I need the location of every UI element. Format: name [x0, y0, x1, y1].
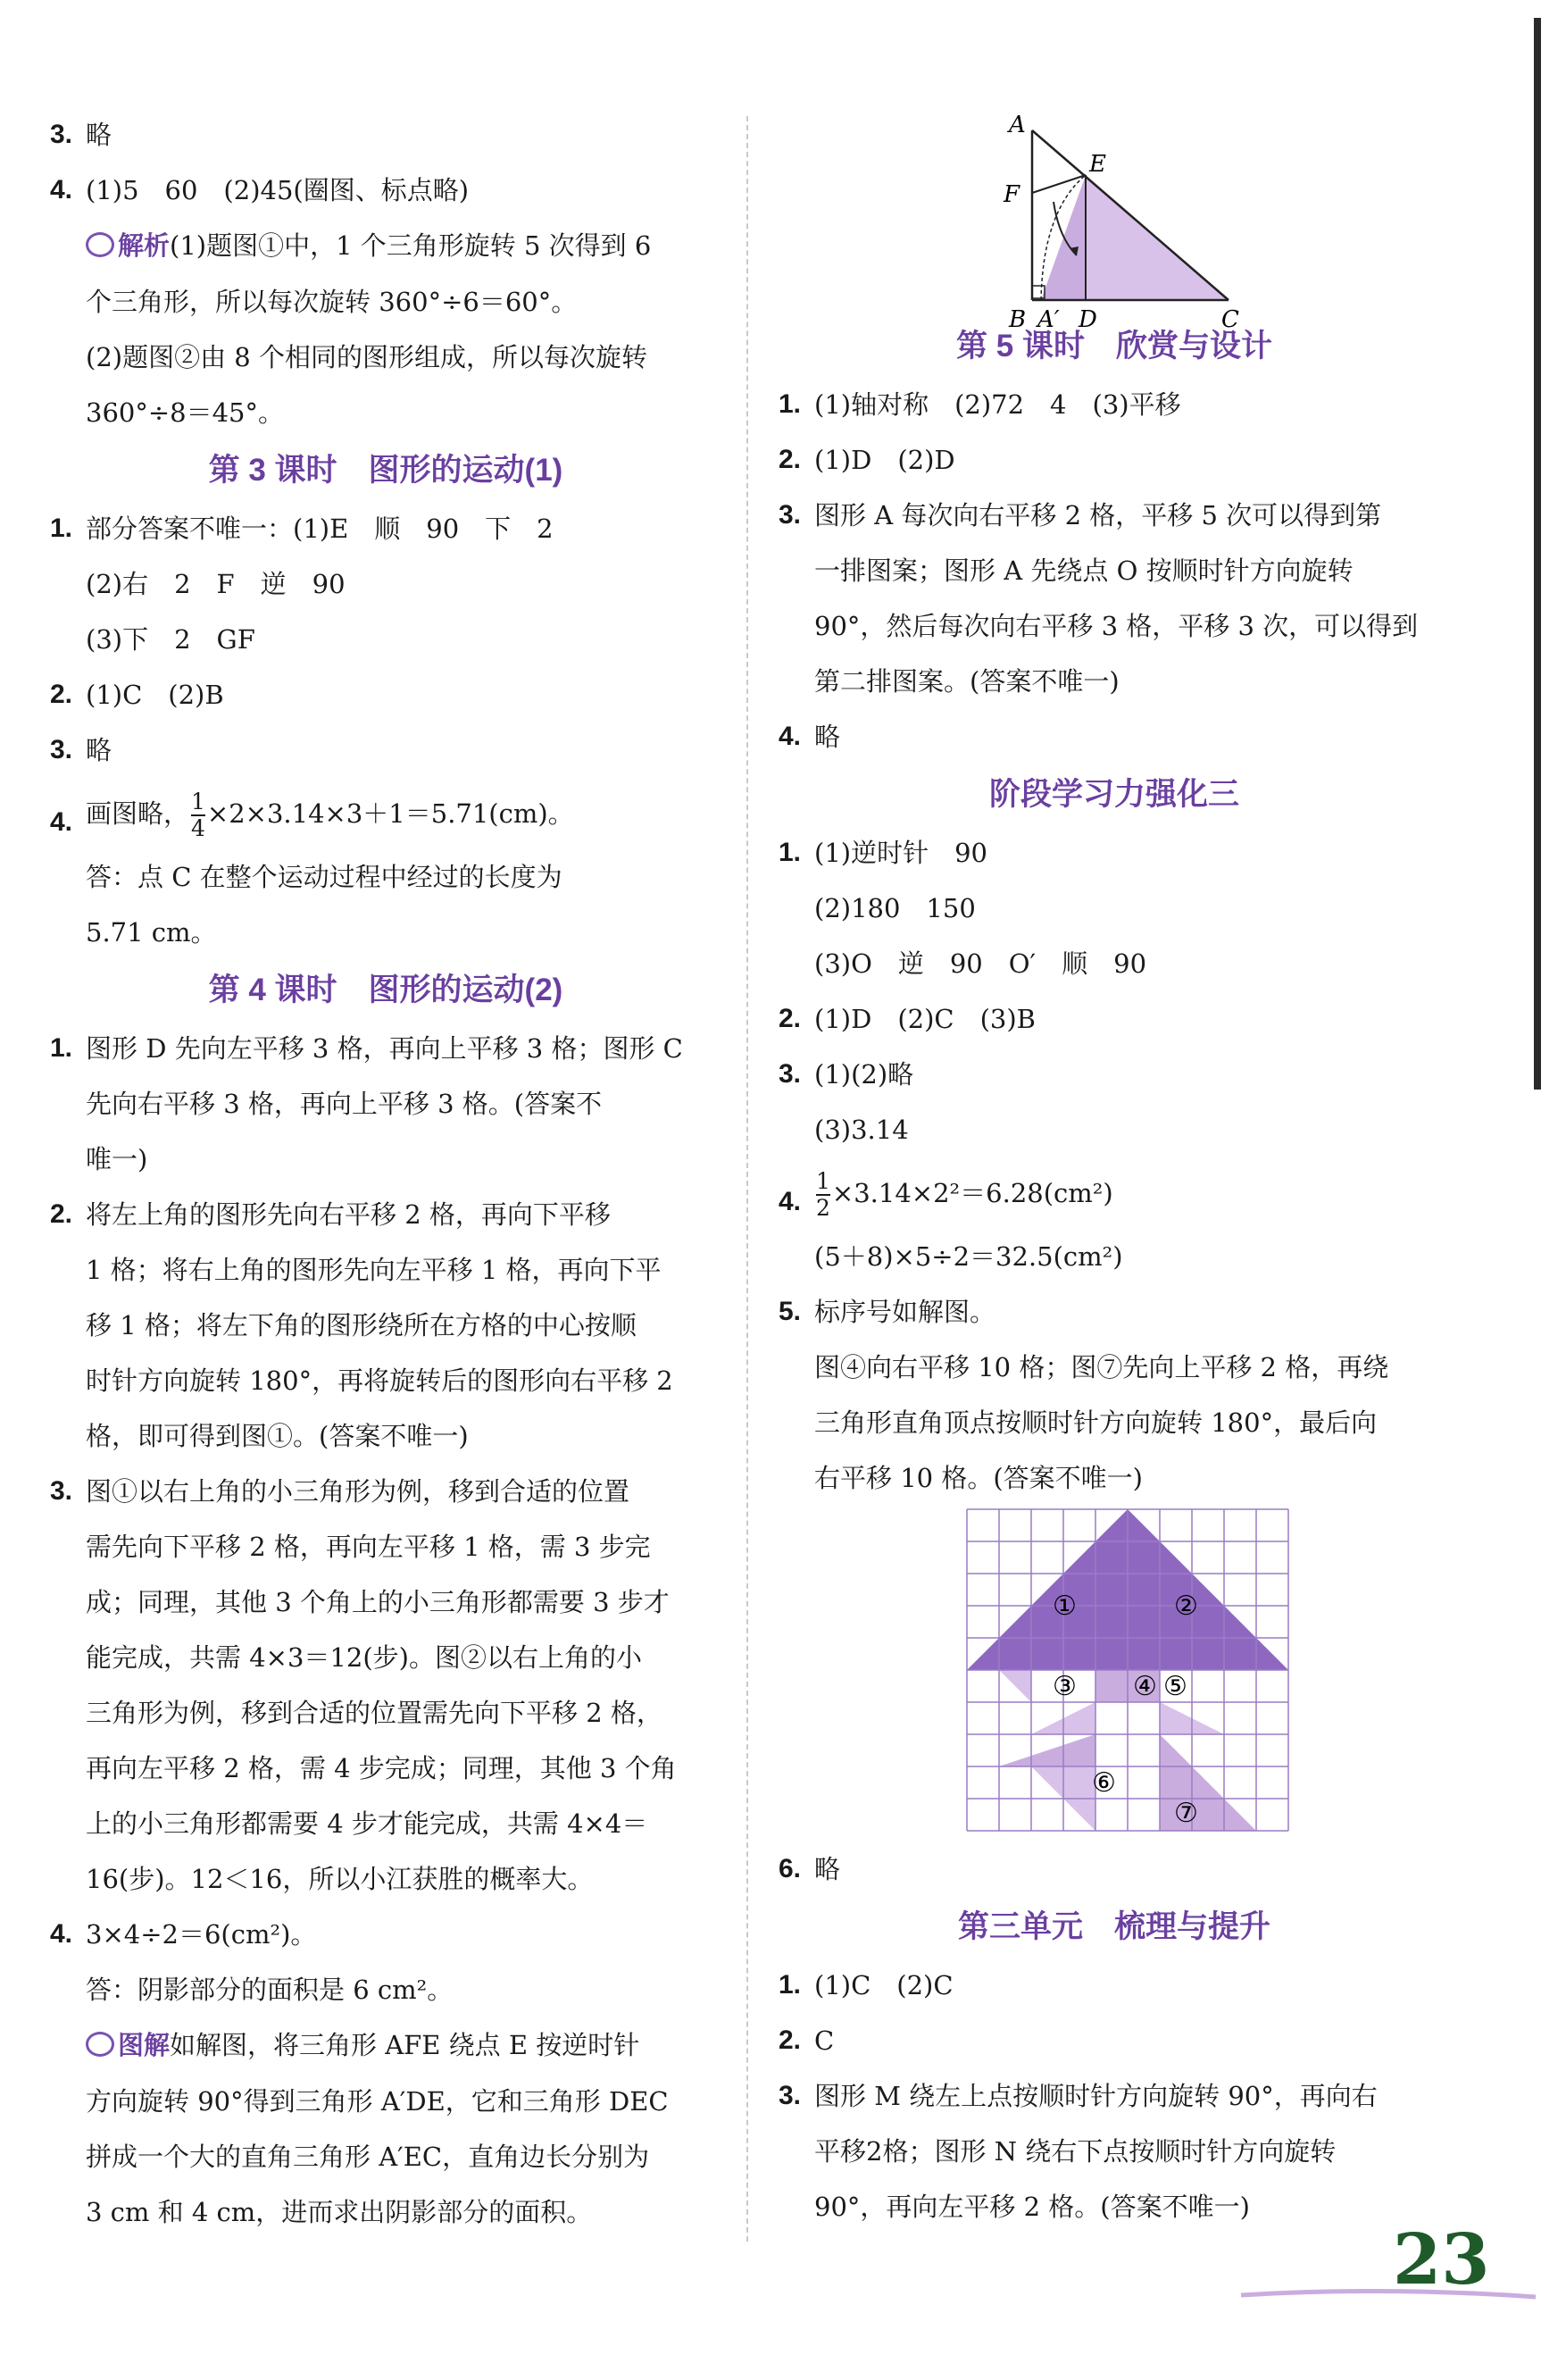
answer-item: 4. 略 [779, 722, 841, 752]
answer-line: 图④向右平移 10 格；图⑦先向上平移 2 格，再绕 [814, 1352, 1389, 1382]
answer-line: 右平移 10 格。(答案不唯一) [814, 1463, 1143, 1493]
label-e: E [1089, 151, 1106, 178]
answer-line: 时针方向旋转 180°，再将旋转后的图形向右平移 2 [86, 1365, 673, 1396]
answer-item: 6. 略 [779, 1854, 841, 1884]
label-d: D [1079, 306, 1097, 333]
answer-line: 1 格；将右上角的图形先向左平移 1 格，再向下平 [86, 1255, 662, 1285]
section-heading: 第 5 课时 欣赏与设计 [956, 329, 1272, 363]
answer-line: 再向左平移 2 格，需 4 步完成；同理，其他 3 个角 [86, 1753, 677, 1783]
label-b: B [1009, 306, 1027, 333]
answer-item: 3. (1)(2)略 [779, 1059, 914, 1090]
answer-item: 2. (1)C (2)B [50, 680, 224, 710]
answer-line: 平移2格；图形 N 绕右下点按顺时针方向旋转 [814, 2136, 1337, 2167]
answer-item: 2. 将左上角的图形先向右平移 2 格，再向下平移 [50, 1199, 611, 1230]
page-number: 23 [1393, 2219, 1490, 2301]
grid-label-6: ⑥ [1092, 1767, 1116, 1799]
label-a-prime: A′ [1037, 306, 1060, 333]
grid-label-7: ⑦ [1174, 1798, 1198, 1829]
grid-label-5: ⑤ [1163, 1671, 1187, 1702]
fraction: $\frac{1}{4}$ [191, 789, 205, 841]
answer-item: 3. 略 [50, 735, 112, 765]
answer-line: 移 1 格；将左下角的图形绕所在方格的中心按顺 [86, 1310, 637, 1340]
grid-label-2: ② [1174, 1591, 1198, 1622]
left-column [46, 107, 725, 2240]
answer-item: 2. (1)D (2)D [779, 445, 955, 475]
answer-line: 成；同理，其他 3 个角上的小三角形都需要 3 步才 [86, 1587, 670, 1617]
answer-line: 90°，再向左平移 2 格。(答案不唯一) [814, 2192, 1250, 2222]
answer-item: 4. 画图略， $\frac{1}{4}$ ×2×3.14×3＋1＝5.71(cm)。 [50, 789, 574, 841]
answer-line: (2)右 2 F 逆 90 [86, 569, 346, 599]
diagram-note: 图解如解图，将三角形 AFE 绕点 E 按逆时针 方向旋转 90°得到三角形 A′DE，它和三角形 DEC 拼成一个大的直角三角形 A′EC，直角边长分别为 3 cm 和 4 cm，进而求出阴影部分的面积。 [86, 2030, 669, 2227]
answer-line: (3)3.14 [814, 1115, 909, 1145]
answer-item: 3. 图形 A 每次向右平移 2 格，平移 5 次可以得到第 [779, 500, 1382, 530]
analysis-note: 解析(1)题图①中，1 个三角形旋转 5 次得到 6 个三角形，所以每次旋转 360°÷6＝60°。 (2)题图②由 8 个相同的图形组成，所以每次旋转 360°÷8＝45°。 [86, 230, 652, 428]
grid-label-1: ① [1053, 1591, 1077, 1622]
grid-lines [967, 1509, 1288, 1831]
label-f: F [1004, 181, 1020, 208]
answer-line: 16(步)。12＜16，所以小江获胜的概率大。 [86, 1864, 594, 1894]
answer-line: 先向右平移 3 格，再向上平移 3 格。(答案不 [86, 1089, 603, 1119]
section-heading: 第 4 课时 图形的运动(2) [208, 973, 563, 1007]
triangle-figure [775, 112, 1454, 333]
answer-item: 4. (1)5 60 (2)45(圈图、标点略) [50, 175, 470, 205]
answer-line: 唯一) [86, 1144, 148, 1174]
section-heading: 第 3 课时 图形的运动(1) [208, 453, 563, 488]
answer-line: (3)下 2 GF [86, 624, 255, 655]
answer-line: 5.71 cm。 [86, 917, 217, 948]
analysis-icon [86, 232, 114, 257]
grid-label-4: ④ [1133, 1671, 1157, 1702]
answer-item: 5. 标序号如解图。 [779, 1297, 996, 1327]
answer-item: 1. (1)C (2)C [779, 1970, 954, 2000]
answer-line: 格，即可得到图①。(答案不唯一) [86, 1421, 469, 1451]
answer-line: 三角形直角顶点按顺时针方向旋转 180°，最后向 [814, 1407, 1378, 1438]
answer-line: 第二排图案。(答案不唯一) [814, 666, 1120, 697]
edge-fe [1032, 175, 1086, 193]
answer-line: 答：点 C 在整个运动过程中经过的长度为 [86, 862, 562, 892]
fraction: $\frac{1}{2}$ [816, 1168, 830, 1221]
diagram-icon [86, 2032, 114, 2057]
section-heading: 阶段学习力强化三 [988, 777, 1239, 812]
answer-line: 能完成，共需 4×3＝12(步)。图②以右上角的小 [86, 1642, 642, 1673]
right-column [775, 113, 1454, 2234]
answer-item: 1. (1)逆时针 90 [779, 838, 987, 868]
answer-line: (3)O 逆 90 O′ 顺 90 [814, 948, 1147, 979]
answer-line: 一排图案；图形 A 先绕点 O 按顺时针方向旋转 [814, 555, 1354, 586]
answer-line: 需先向下平移 2 格，再向左平移 1 格，需 3 步完 [86, 1532, 651, 1562]
answer-item: 2. C [779, 2025, 835, 2056]
small-triangle-3 [999, 1670, 1031, 1702]
answer-line: (5＋8)×5÷2＝32.5(cm²) [814, 1241, 1123, 1272]
answer-item: 3. 图①以右上角的小三角形为例，移到合适的位置 [50, 1476, 630, 1507]
label-a: A [1009, 112, 1026, 138]
answer-item: 2. (1)D (2)C (3)B [779, 1004, 1036, 1034]
label-c: C [1221, 306, 1239, 333]
answer-item: 4. 3×4÷2＝6(cm²)。 [50, 1919, 317, 1950]
answer-line: 90°，然后每次向右平移 3 格，平移 3 次，可以得到 [814, 611, 1419, 641]
column-divider [746, 116, 748, 2242]
answer-line: 上的小三角形都需要 4 步才能完成，共需 4×4＝ [86, 1808, 648, 1839]
answer-item: 1. 图形 D 先向左平移 3 格，再向上平移 3 格；图形 C [50, 1033, 683, 1064]
page-swoosh [1241, 2286, 1536, 2302]
answer-line: 三角形为例，移到合适的位置需先向下平移 2 格， [86, 1698, 662, 1728]
page-edge-bar [1534, 18, 1541, 1090]
answer-line: 答：阴影部分的面积是 6 cm²。 [86, 1975, 454, 2005]
answer-item: 3. 图形 M 绕左上点按顺时针方向旋转 90°，再向右 [779, 2081, 1378, 2111]
answer-item: 4. $\frac{1}{2}$ ×3.14×2²＝6.28(cm²) [779, 1168, 1113, 1221]
answer-item: 3. 略 [50, 120, 112, 150]
grid-label-3: ③ [1053, 1671, 1077, 1702]
triangle-6 [999, 1734, 1095, 1766]
grid-figure [775, 1506, 1454, 1838]
answer-line: (2)180 150 [814, 893, 976, 923]
answer-item: 1. 部分答案不唯一：(1)E 顺 90 下 2 [50, 514, 554, 544]
answer-item: 1. (1)轴对称 (2)72 4 (3)平移 [779, 389, 1181, 420]
section-heading: 第三单元 梳理与提升 [957, 1909, 1270, 1944]
